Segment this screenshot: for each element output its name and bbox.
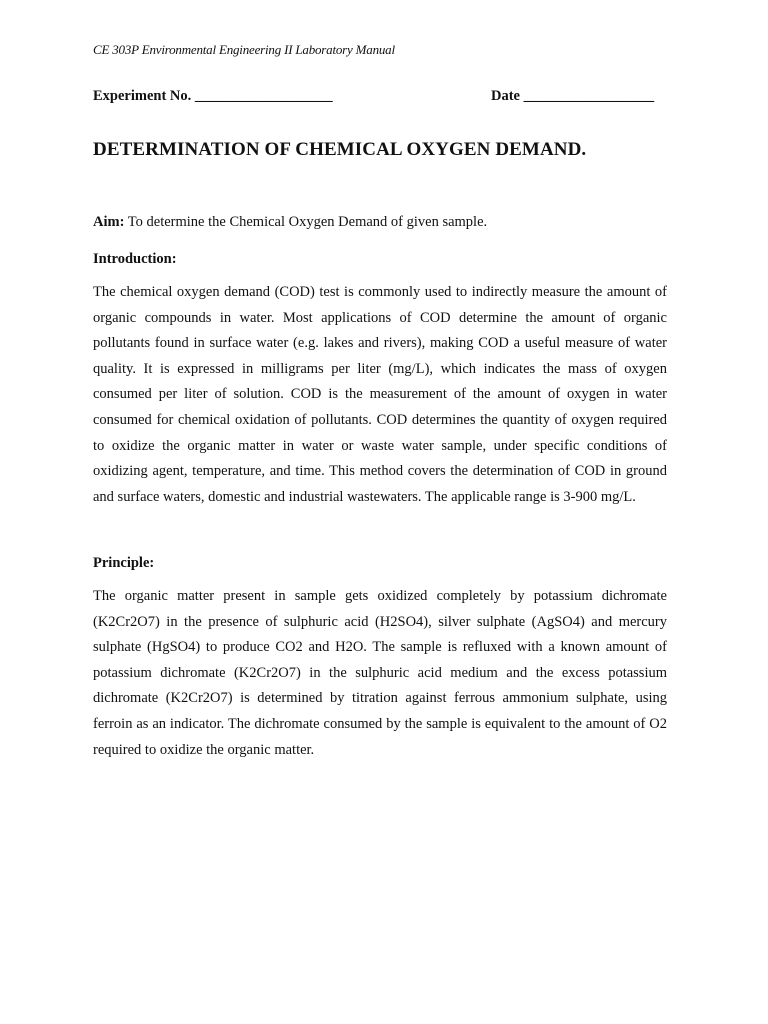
principle-paragraph: The organic matter present in sample gets oxidized completely by potassium dichromate (K2Cr2O7) in the presence of sulphuric acid (H2SO4), silver sulphate (AgSO4) and mercury sulphate (HgSO4) to produce CO2 and H2O. The sample is refluxed with a known amount of potassium dichromate (K2Cr2O7) in the sulphuric acid medium and the excess potassium dichromate (K2Cr2O7) is determined by titration against ferrous ammonium sulphate, using ferroin as an indicator. The dichromate consumed by the sample is equivalent to the amount of O2 required to oxidize the organic matter. [93, 588, 667, 758]
introduction-heading: Introduction: [93, 251, 177, 267]
running-header: CE 303P Environmental Engineering II Laboratory Manual [93, 42, 395, 57]
aim-line [93, 214, 487, 231]
experiment-number-line: Experiment No. ___________________ [93, 88, 333, 104]
aim-label: Aim: [93, 214, 125, 230]
introduction-paragraph: The chemical oxygen demand (COD) test is commonly used to indirectly measure the amount of organic compounds in water. Most applications of COD determine the amount of organic pollutants found in surface water (e.g. lakes and rivers), making COD a useful measure of water quality. It is expressed in milligrams per liter (mg/L), which indicates the mass of oxygen consumed per liter of solution. COD is the measurement of the amount of oxygen in water consumed for chemical oxidation of pollutants. COD determines the quantity of oxygen required to oxidize the organic matter in water or waste water sample, under specific conditions of oxidizing agent, temperature, and time. This method covers the determination of COD in ground and surface waters, domestic and industrial wastewaters. The applicable range is 3-900 mg/L. [93, 284, 667, 505]
document-title: DETERMINATION OF CHEMICAL OXYGEN DEMAND. [93, 139, 587, 160]
date-line: Date __________________ [491, 88, 655, 104]
principle-heading: Principle: [93, 555, 155, 571]
aim-text: To determine the Chemical Oxygen Demand of given sample. [124, 214, 488, 230]
